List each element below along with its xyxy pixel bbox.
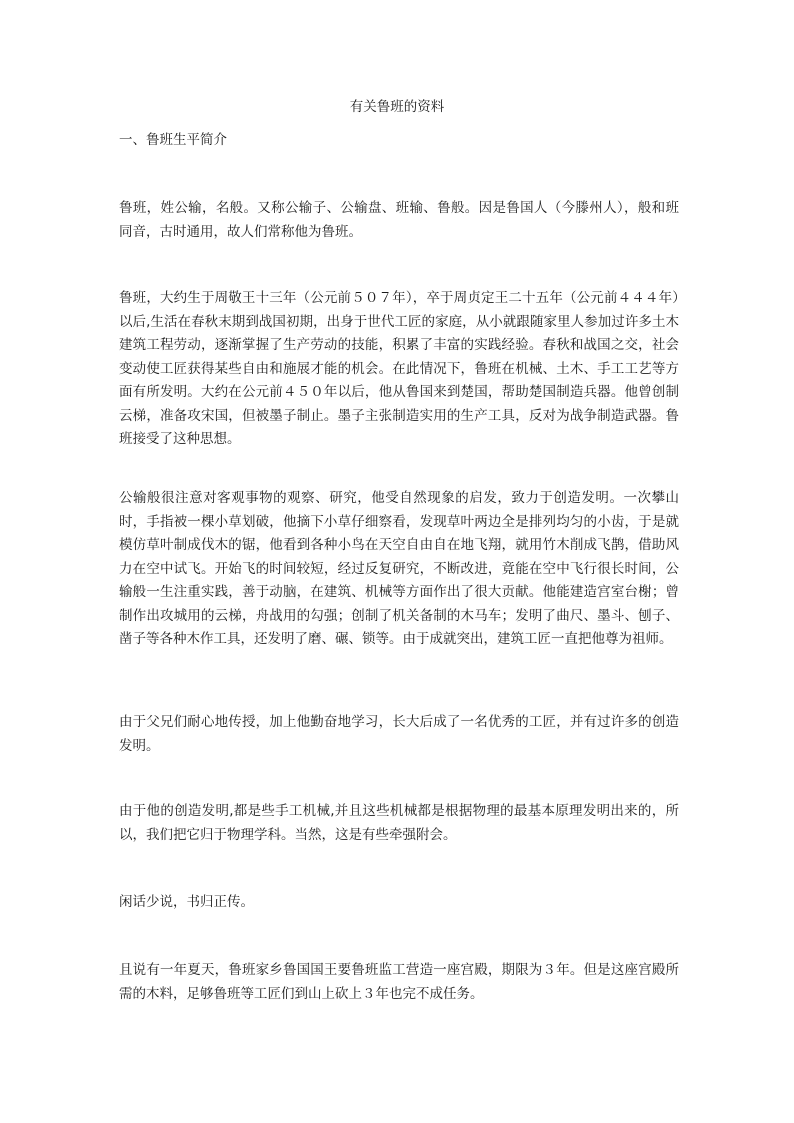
paragraph-training: 由于父兄们耐心地传授，加上他勤奋地学习，长大后成了一名优秀的工匠，并有过许多的创造发明。 (119, 714, 679, 754)
paragraph-biography: 鲁班，大约生于周敬王十三年（公元前５０７年），卒于周贞定王二十五年（公元前４４４年）以后,生活在春秋末期到战国初期，出身于世代工匠的家庭，从小就跟随家里人参加过许多土木建筑工程劳动，逐渐掌握了生产劳动的技能，积累了丰富的实践经验。春秋和战国之交，社会变动使工匠获得某些自由和施展才能的机会。在此情况下，鲁班在机械、土木、手工工艺等方面有所发明。大约在公元前４５０年以后，他从鲁国来到楚国，帮助楚国制造兵器。他曾创制云梯，准备攻宋国，但被墨子制止。墨子主张制造实用的生产工具，反对为战争制造武器。鲁班接受了这种思想。 (119, 290, 679, 447)
document-title: 有关鲁班的资料 (349, 99, 445, 115)
paragraph-name-origin: 鲁班，姓公输，名般。又称公输子、公输盘、班输、鲁般。因是鲁国人（今滕州人），般和班同音，古时通用，故人们常称他为鲁班。 (119, 200, 679, 240)
paragraph-transition: 闲话少说，书归正传。 (119, 894, 254, 910)
paragraph-inventions: 公输般很注意对客观事物的观察、研究，他受自然现象的启发，致力于创造发明。一次攀山时，手指被一棵小草划破，他摘下小草仔细察看，发现草叶两边全是排列均匀的小齿，于是就模仿草叶制成伐木的锯，他看到各种小鸟在天空自由自在地飞翔，就用竹木削成飞鹊，借助风力在空中试飞。开始飞的时间较短，经过反复研究，不断改进，竟能在空中飞行很长时间，公输般一生注重实践，善于动脑，在建筑、机械等方面作出了很大贡献。他能建造宫室台榭；曾制作出攻城用的云梯，舟战用的勾强；创制了机关备制的木马车；发明了曲尺、墨斗、刨子、凿子等各种木作工具，还发明了磨、碾、锁等。由于成就突出，建筑工匠一直把他尊为祖师。 (119, 490, 679, 647)
paragraph-physics: 由于他的创造发明,都是些手工机械,并且这些机械都是根据物理的最基本原理发明出来的，所以，我们把它归于物理学科。当然，这是有些牵强附会。 (119, 803, 679, 843)
section-heading: 一、鲁班生平简介 (119, 132, 227, 148)
paragraph-story: 且说有一年夏天，鲁班家乡鲁国国王要鲁班监工营造一座宫殿，期限为３年。但是这座宫殿所需的木料，足够鲁班等工匠们到山上砍上３年也完不成任务。 (119, 962, 679, 1002)
